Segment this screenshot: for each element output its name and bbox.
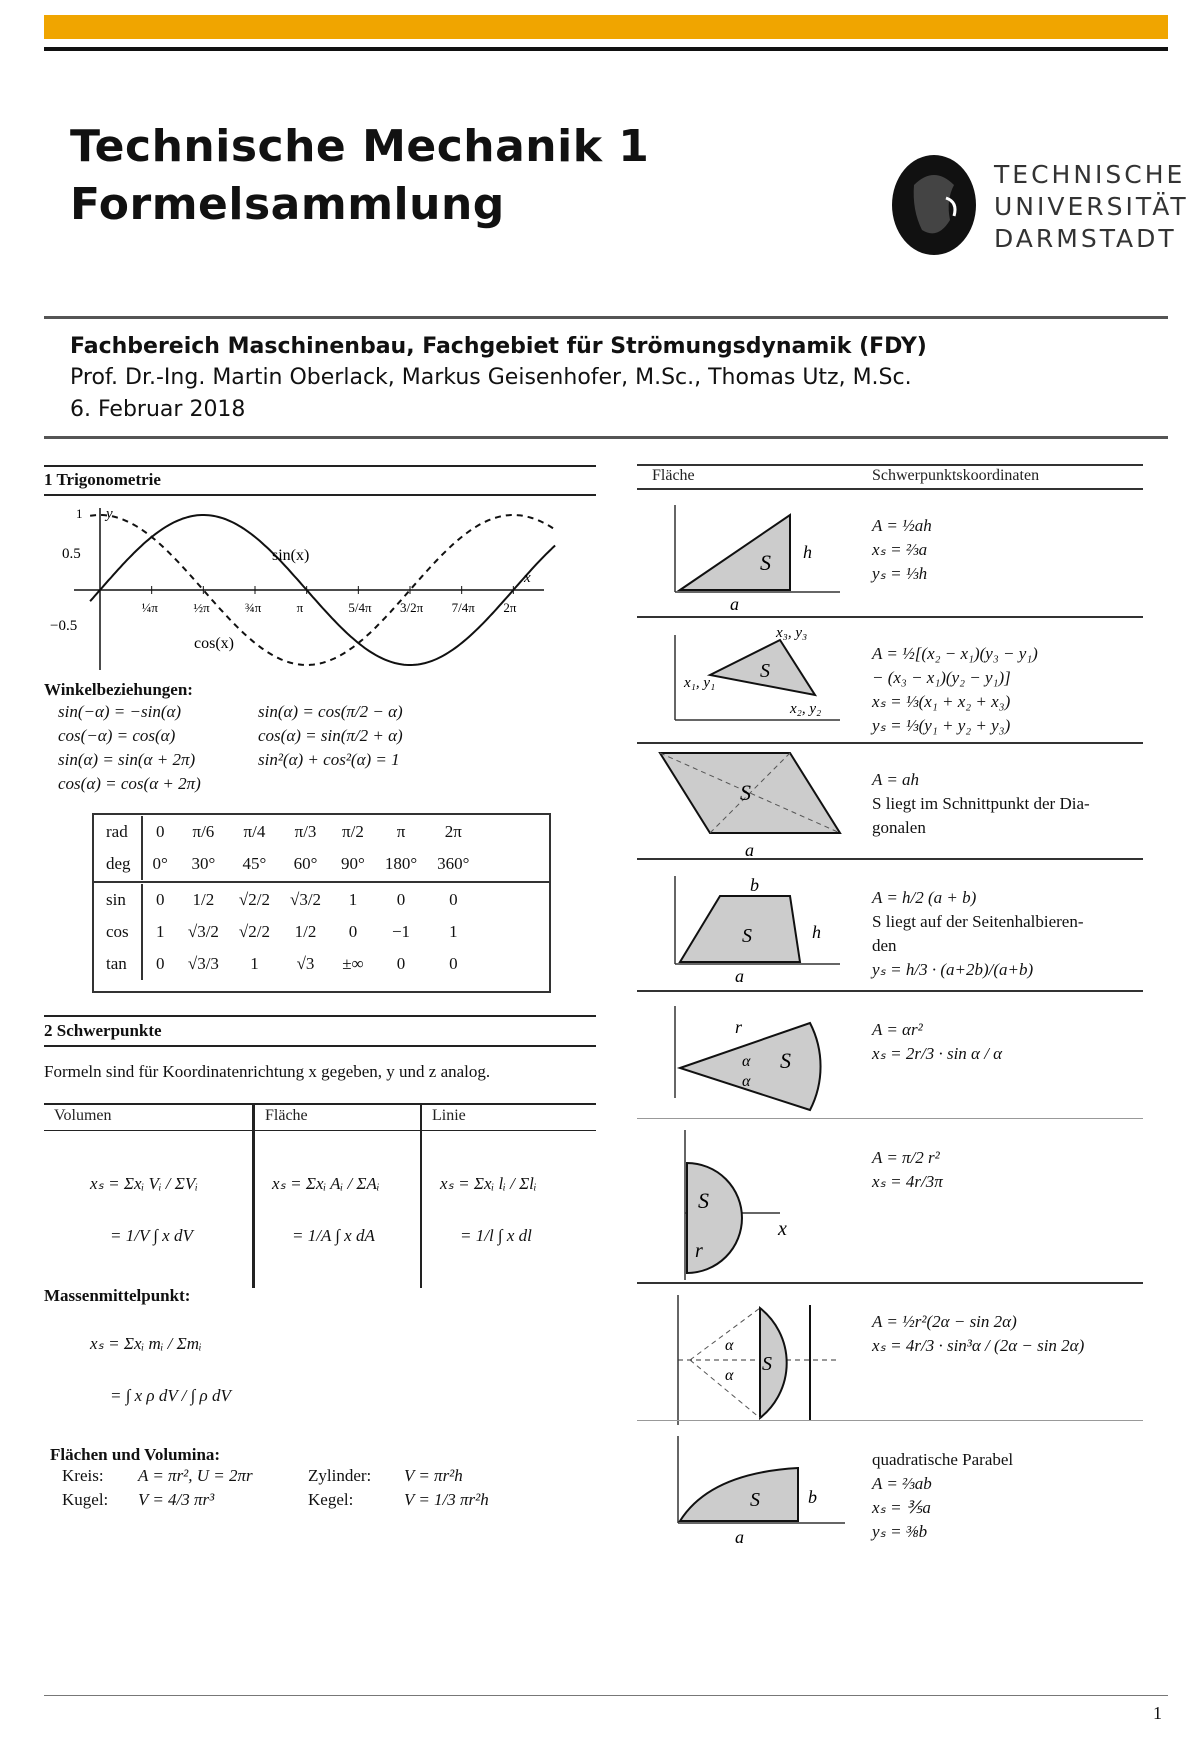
relations-grid bbox=[58, 700, 618, 796]
col-divider bbox=[252, 1103, 255, 1288]
table-cell: ±∞ bbox=[342, 954, 364, 973]
trig-plot bbox=[44, 500, 564, 680]
svg-text:x₃, y₃: x₃, y₃ bbox=[776, 625, 808, 641]
row-divider bbox=[637, 858, 1143, 860]
table-cell: 30° bbox=[191, 854, 216, 873]
relation: cos(−α) = cos(α) bbox=[58, 726, 176, 745]
row-formula: S liegt auf der Seitenhalbieren- bbox=[872, 912, 1084, 931]
row-divider bbox=[637, 1282, 1143, 1284]
relation: cos(α) = cos(α + 2π) bbox=[58, 774, 201, 793]
table-row-label: cos bbox=[96, 916, 142, 948]
table-rule bbox=[44, 1130, 596, 1131]
row-divider bbox=[637, 1118, 1143, 1119]
table-cell: 0° bbox=[152, 854, 168, 873]
svg-text:x₂, y₂: x₂, y₂ bbox=[790, 701, 822, 717]
row-formula: A = ⅔ab bbox=[872, 1474, 932, 1493]
x-tick-label: 7/4π bbox=[451, 600, 475, 615]
masse-title: Massenmittelpunkt: bbox=[44, 1286, 191, 1305]
x-axis-label: x bbox=[524, 570, 531, 586]
row-formula: A = ½ah bbox=[872, 516, 932, 535]
table-cell: 60° bbox=[293, 854, 318, 873]
table-cell: 0 bbox=[396, 954, 406, 973]
formula-masse: xₛ = Σxᵢ mᵢ / Σmᵢ bbox=[90, 1334, 202, 1353]
row-formula: A = ah bbox=[872, 770, 920, 789]
col-header-schwerpunkt: Schwerpunktskoordinaten bbox=[872, 467, 1040, 484]
table-cell: √3/2 bbox=[289, 890, 322, 909]
col-header-flaeche: Fläche bbox=[265, 1107, 308, 1124]
svg-text:α: α bbox=[725, 1367, 734, 1384]
svg-text:r: r bbox=[735, 1017, 743, 1037]
col-header-linie: Linie bbox=[432, 1107, 466, 1124]
fv-label: Kugel: bbox=[62, 1490, 109, 1509]
relation: sin²(α) + cos²(α) = 1 bbox=[258, 750, 400, 769]
row-formula: A = ½r²(2α − sin 2α) bbox=[872, 1312, 1017, 1331]
svg-text:h: h bbox=[803, 542, 812, 562]
title-line-1: Technische Mechanik 1 bbox=[70, 121, 650, 172]
table-cell: 360° bbox=[437, 854, 470, 873]
fv-value: V = 1/3 πr²h bbox=[404, 1490, 489, 1509]
svg-text:a: a bbox=[735, 966, 744, 986]
row-formula: gonalen bbox=[872, 818, 926, 837]
table-cell: 2π bbox=[444, 822, 462, 841]
table-cell: π/6 bbox=[192, 822, 215, 841]
svg-text:x: x bbox=[778, 1218, 787, 1240]
svg-text:h: h bbox=[812, 922, 821, 942]
x-tick-label: π bbox=[296, 600, 304, 615]
x-tick-label: ½π bbox=[193, 600, 210, 615]
row-formula: xₛ = ⅗a bbox=[872, 1498, 931, 1517]
table-cell: 45° bbox=[242, 854, 267, 873]
svg-text:S: S bbox=[760, 550, 771, 575]
row-formula: S liegt im Schnittpunkt der Dia- bbox=[872, 794, 1090, 813]
row-formula: xₛ = 4r/3 · sin³α / (2α − sin 2α) bbox=[872, 1336, 1085, 1355]
shape-parallelogram bbox=[650, 748, 850, 858]
table-row-label: tan bbox=[96, 948, 142, 980]
table-cell: 0 bbox=[155, 822, 165, 841]
document-title bbox=[70, 118, 649, 234]
table-cell: √2/2 bbox=[238, 890, 270, 909]
col-divider bbox=[420, 1103, 422, 1288]
row-formula: A = αr² bbox=[872, 1020, 923, 1039]
winkel-title: Winkelbeziehungen: bbox=[44, 680, 193, 699]
divider bbox=[44, 436, 1168, 439]
table-row-label: rad bbox=[96, 816, 142, 848]
x-tick-label: 5/4π bbox=[348, 600, 372, 615]
section-rule bbox=[44, 1045, 596, 1047]
row-formula: xₛ = 4r/3π bbox=[872, 1172, 943, 1191]
svg-text:S: S bbox=[742, 925, 752, 947]
y-tick-label: 0.5 bbox=[62, 546, 81, 562]
relation: sin(α) = cos(π/2 − α) bbox=[258, 702, 403, 721]
table-cell: 1 bbox=[449, 922, 458, 941]
row-divider bbox=[637, 742, 1143, 744]
svg-text:S: S bbox=[750, 1489, 760, 1511]
table-rule bbox=[44, 1103, 596, 1105]
logo-text-line: DARMSTADT bbox=[994, 224, 1177, 253]
svg-text:x₁, y₁: x₁, y₁ bbox=[684, 675, 716, 691]
authors-line: Prof. Dr.-Ing. Martin Oberlack, Markus Geisenhofer, M.Sc., Thomas Utz, M.Sc. bbox=[70, 365, 912, 390]
table-cell: −1 bbox=[391, 922, 411, 941]
table-row-label: deg bbox=[96, 848, 142, 880]
row-formula: xₛ = ⅔a bbox=[872, 540, 928, 559]
trig-table bbox=[96, 816, 479, 980]
relation: sin(α) = sin(α + 2π) bbox=[58, 750, 196, 769]
shape-segment bbox=[650, 1290, 850, 1430]
row-formula: xₛ = 2r/3 · sin α / α bbox=[872, 1044, 1003, 1063]
section-rule bbox=[44, 465, 596, 467]
table-cell: π bbox=[396, 822, 406, 841]
section-title-trig: 1 Trigonometrie bbox=[44, 470, 161, 489]
svg-text:S: S bbox=[780, 1048, 791, 1073]
table-cell: √3 bbox=[296, 954, 315, 973]
y-tick-label: −0.5 bbox=[50, 618, 78, 634]
title-line-2: Formelsammlung bbox=[70, 179, 505, 230]
table-cell: 0 bbox=[449, 954, 458, 973]
svg-text:a: a bbox=[730, 594, 739, 610]
table-cell: 1 bbox=[155, 922, 165, 941]
svg-text:a: a bbox=[735, 1527, 744, 1547]
table-cell: √3/3 bbox=[187, 954, 219, 973]
table-row-label: sin bbox=[96, 884, 142, 916]
header-rule bbox=[44, 47, 1168, 51]
formula-masse: = ∫ x ρ dV / ∫ ρ dV bbox=[110, 1386, 231, 1405]
x-tick-label: ¼π bbox=[141, 600, 158, 615]
table-cell: 0 bbox=[155, 954, 165, 973]
table-cell: 1 bbox=[348, 890, 358, 909]
fv-value: V = πr²h bbox=[404, 1466, 463, 1485]
table-cell: 1/2 bbox=[294, 922, 317, 941]
svg-text:α: α bbox=[742, 1053, 751, 1070]
page-number: 1 bbox=[1153, 1703, 1162, 1723]
svg-text:r: r bbox=[695, 1240, 703, 1262]
y-tick-label: 1 bbox=[76, 506, 83, 521]
formula-linie: xₛ = Σxᵢ lᵢ / Σlᵢ bbox=[440, 1174, 537, 1193]
svg-text:b: b bbox=[808, 1487, 817, 1507]
header-color-bar bbox=[44, 15, 1168, 39]
fv-label: Kegel: bbox=[308, 1490, 354, 1509]
formula-flaeche: xₛ = Σxᵢ Aᵢ / ΣAᵢ bbox=[272, 1174, 380, 1193]
svg-text:b: b bbox=[750, 875, 759, 895]
table-cell: 180° bbox=[384, 854, 418, 873]
table-cell: 0 bbox=[155, 890, 165, 909]
table-cell: √2/2 bbox=[238, 922, 270, 941]
sin-label: sin(x) bbox=[272, 547, 310, 564]
shape-triangle bbox=[650, 625, 850, 740]
svg-text:S: S bbox=[760, 660, 770, 682]
table-cell: π/2 bbox=[342, 822, 364, 841]
shape-sector bbox=[650, 998, 850, 1113]
athena-logo-icon bbox=[884, 150, 984, 260]
x-tick-label: ¾π bbox=[245, 600, 262, 615]
row-divider bbox=[637, 990, 1143, 992]
date-line: 6. Februar 2018 bbox=[70, 397, 246, 422]
formula-linie: = 1/l ∫ x dl bbox=[460, 1226, 532, 1245]
formula-volumen: xₛ = Σxᵢ Vᵢ / ΣVᵢ bbox=[90, 1174, 198, 1193]
x-tick-label: 3/2π bbox=[400, 600, 424, 615]
row-formula: yₛ = h/3 · (a+2b)/(a+b) bbox=[872, 960, 1034, 979]
cos-label: cos(x) bbox=[194, 635, 234, 652]
fv-title: Flächen und Volumina: bbox=[50, 1445, 221, 1464]
table-cell: 90° bbox=[341, 854, 365, 873]
section-title-schwerpunkte: 2 Schwerpunkte bbox=[44, 1021, 162, 1040]
fv-value: A = πr², U = 2πr bbox=[138, 1466, 253, 1485]
shape-right-triangle bbox=[650, 500, 850, 610]
shape-semicircle bbox=[650, 1125, 850, 1285]
shape-trapezoid bbox=[650, 866, 850, 986]
shape-parabola bbox=[650, 1428, 850, 1548]
formula-flaeche: = 1/A ∫ x dA bbox=[292, 1226, 375, 1245]
relation: cos(α) = sin(π/2 + α) bbox=[258, 726, 403, 745]
footer-rule bbox=[44, 1695, 1168, 1696]
formula-volumen: = 1/V ∫ x dV bbox=[110, 1226, 193, 1245]
logo-text-line: TECHNISCHE bbox=[994, 160, 1186, 189]
svg-text:S: S bbox=[740, 780, 751, 805]
table-cell: 1 bbox=[250, 954, 259, 973]
row-formula: xₛ = ⅓(x₁ + x₂ + x₃) bbox=[872, 692, 1011, 711]
department-line: Fachbereich Maschinenbau, Fachgebiet für Strömungsdynamik (FDY) bbox=[70, 334, 927, 359]
section-intro: Formeln sind für Koordinatenrichtung x gegeben, y und z analog. bbox=[44, 1062, 491, 1081]
table-cell: π/3 bbox=[294, 822, 317, 841]
university-logo bbox=[884, 150, 1189, 265]
relation: sin(−α) = −sin(α) bbox=[58, 702, 182, 721]
row-formula: A = π/2 r² bbox=[872, 1148, 940, 1167]
table-cell: 1/2 bbox=[192, 890, 215, 909]
row-divider bbox=[637, 1420, 1143, 1421]
y-axis-label: y bbox=[106, 506, 113, 522]
row-formula: A = h/2 (a + b) bbox=[872, 888, 977, 907]
table-rule bbox=[637, 464, 1143, 466]
svg-text:α: α bbox=[725, 1337, 734, 1354]
section-rule bbox=[44, 494, 596, 496]
divider bbox=[44, 316, 1168, 319]
svg-text:α: α bbox=[742, 1073, 751, 1090]
table-cell: 0 bbox=[449, 890, 458, 909]
row-formula: yₛ = ⅓h bbox=[872, 564, 928, 583]
section-rule bbox=[44, 1015, 596, 1017]
table-rule bbox=[637, 488, 1143, 490]
row-divider bbox=[637, 616, 1143, 618]
svg-text:S: S bbox=[762, 1353, 772, 1375]
row-formula: A = ½[(x₂ − x₁)(y₃ − y₁) bbox=[872, 644, 1038, 663]
row-formula: − (x₃ − x₁)(y₂ − y₁)] bbox=[872, 668, 1011, 687]
table-cell: 0 bbox=[396, 890, 406, 909]
logo-text-line: UNIVERSITÄT bbox=[994, 192, 1189, 221]
table-cell: π/4 bbox=[243, 822, 266, 841]
x-tick-label: 2π bbox=[503, 600, 517, 615]
col-header-volumen: Volumen bbox=[54, 1107, 112, 1124]
table-cell: √3/2 bbox=[187, 922, 219, 941]
svg-text:a: a bbox=[745, 840, 754, 858]
row-formula: yₛ = ⅓(y₁ + y₂ + y₃) bbox=[872, 716, 1011, 735]
row-formula: quadratische Parabel bbox=[872, 1450, 1014, 1469]
row-formula: den bbox=[872, 936, 897, 955]
table-cell: 0 bbox=[348, 922, 358, 941]
fv-label: Kreis: bbox=[62, 1466, 104, 1485]
row-formula: yₛ = ⅜b bbox=[872, 1522, 928, 1541]
fv-value: V = 4/3 πr³ bbox=[138, 1490, 215, 1509]
fv-label: Zylinder: bbox=[308, 1466, 372, 1485]
col-header-flaeche: Fläche bbox=[652, 467, 695, 484]
svg-text:S: S bbox=[698, 1188, 709, 1213]
